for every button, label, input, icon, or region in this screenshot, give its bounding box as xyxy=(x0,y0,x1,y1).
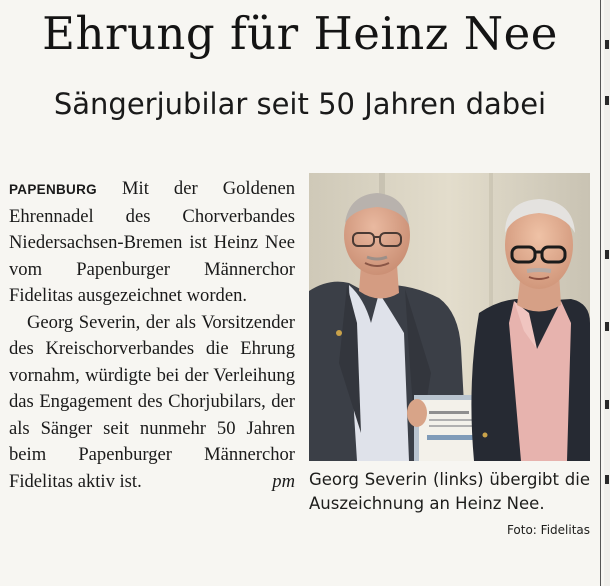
photo-illustration xyxy=(309,173,590,461)
paragraph-2-text: Georg Severin, der als Vorsitzender des Kreischorverbandes die Ehrung vornahm, würdigte bei der Verleihung das Engagement des Chorjubilars, der als Sänger seit nunmehr 50 Jahren beim Papenburger Männerchor Fidelitas aktiv ist. xyxy=(9,311,295,492)
paragraph-1-text: Mit der Goldenen Ehrennadel des Chorverbandes Niedersachsen-Bremen ist Heinz Nee vom Papenburger Männerchor Fidelitas ausgezeichnet worden. xyxy=(9,178,295,306)
column-divider xyxy=(600,0,601,586)
article-photo xyxy=(309,173,590,461)
edge-mark xyxy=(605,475,609,484)
photo-caption-text: Georg Severin (links) übergibt die Auszeichnung an Heinz Nee. xyxy=(309,470,590,513)
article-paragraph-1 xyxy=(9,176,295,310)
edge-mark xyxy=(605,400,609,409)
article-dateline: PAPENBURG xyxy=(9,182,97,197)
photo-caption xyxy=(309,468,590,542)
article-paragraph-2 xyxy=(9,310,295,496)
edge-mark xyxy=(605,40,609,49)
article-body xyxy=(9,176,295,495)
author-initials: pm xyxy=(272,470,295,492)
article-subheadline: Sängerjubilar seit 50 Jahren dabei xyxy=(53,87,547,121)
edge-mark xyxy=(605,96,609,105)
adjacent-column-edge xyxy=(604,0,610,586)
article-headline: Ehrung für Heinz Nee xyxy=(42,7,558,60)
edge-mark xyxy=(605,250,609,259)
photo-credit: Foto: Fidelitas xyxy=(506,523,590,537)
edge-mark xyxy=(605,322,609,331)
